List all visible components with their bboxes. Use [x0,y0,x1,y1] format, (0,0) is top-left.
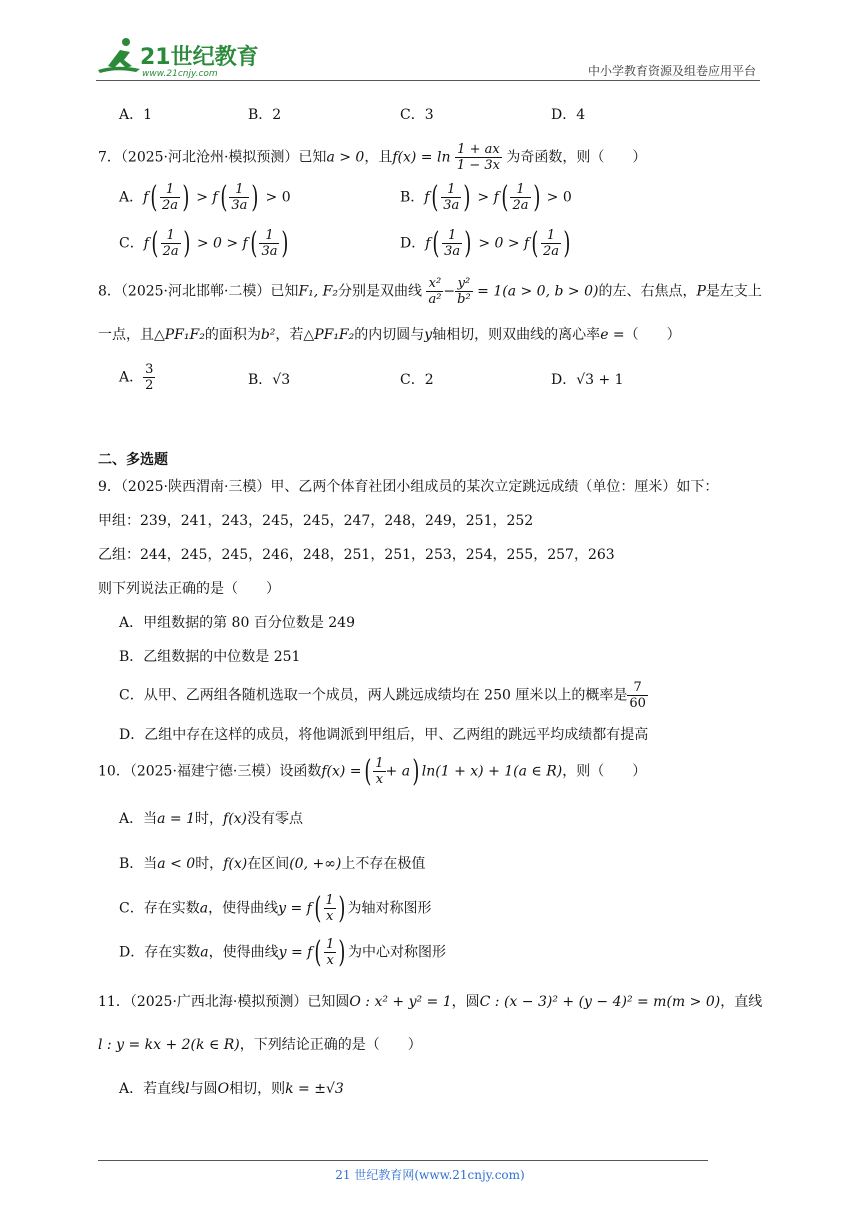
footer-link[interactable]: 21 世纪教育网(www.21cnjy.com) [335,1168,525,1182]
q8-option-d: D．√3 + 1 [551,372,624,388]
site-tagline: 中小学教育资源及组卷应用平台 [587,64,756,78]
svg-text:www.21cnjy.com: www.21cnjy.com [142,69,218,79]
q9-option-b: B．乙组数据的中位数是 251 [119,649,301,665]
q10-option-a: A．当a = 1时，f(x)没有零点 [119,811,304,827]
footer-divider [98,1160,708,1161]
q8-option-a: A． $\frac{3}{2}$ [119,362,154,393]
q9-stem: 9．（2025·陕西渭南·三模）甲、乙两个体育社团小组成员的某次立定跳远成绩（单位：厘米）如下： [98,479,719,495]
q7-option-b: B．f( $\frac{1}{3a}$ ) > f( $\frac{1}{2a}$ ) > 0 [400,179,572,215]
q8-option-b: B．√3 [248,372,291,388]
q9-option-d: D．乙组中存在这样的成员，将他调派到甲组后，甲、乙两组的跳远平均成绩都有提高 [119,727,649,743]
section-heading: 二、多选题 [98,452,168,468]
q9-ask: 则下列说法正确的是（ ） [98,581,280,597]
q9-group-a: 甲组：239，241，243，245，245，247，248，249，251，252 [98,513,534,529]
q11-option-a: A．若直线l与圆O相切，则k = ±√3 [119,1081,344,1097]
q7-option-a: A．f( $\frac{1}{2a}$ ) > f( $\frac{1}{3a}$ ) > 0 [119,179,291,215]
q10-option-c: C．存在实数a，使得曲线y = f( $\frac{1}{x}$ ) 为轴对称图形 [119,890,432,926]
q7-fraction: $\frac{1 + ax}{1 - 3x}$ [456,142,500,173]
q7-stem: 7．（2025·河北沧州·模拟预测）已知a > 0，且f(x) = ln $\frac{1 + ax}{1 - 3x}$ 为奇函数，则（ ） [98,142,647,173]
q9-option-a: A．甲组数据的第 80 百分位数是 249 [119,615,355,631]
q6-option-d: D．4 [551,107,586,123]
q10-option-b: B．当a < 0时，f(x)在区间(0, +∞)上不存在极值 [119,856,426,872]
q10-stem: 10．（2025·福建宁德·三模）设函数f(x) =( $\frac{1}{x}$ + a) ln(1 + x) + 1(a ∈ R)，则（ ） [98,753,647,789]
site-logo [96,36,261,80]
q8-option-c: C．2 [400,372,434,388]
q9-group-b: 乙组：244，245，245，246，248，251，251，253，254，255，257，263 [98,547,615,563]
q10-option-d: D．存在实数a，使得曲线y = f( $\frac{1}{x}$ ) 为中心对称图形 [119,934,447,970]
q8-stem-line1: 8．（2025·河北邯郸·二模）已知F₁, F₂分别是双曲线 $\frac{\text{x²}}{\text{a²}}$ − $\frac{\text{y²}}{\text{b²}}$ = 1(a > 0, b > 0)的左、右焦点，P是左支上 [98,276,762,307]
svg-text:21世纪教育: 21世纪教育 [140,45,259,70]
q6-option-c: C．3 [400,107,434,123]
q6-option-b: B．2 [248,107,282,123]
q8-stem-line2: 一点，且△PF₁F₂的面积为b²，若△PF₁F₂的内切圆与y轴相切，则双曲线的离心率e =（ ） [98,327,681,343]
q7-option-c: C．f( $\frac{1}{2a}$ ) > 0 > f( $\frac{1}{3a}$ ) [119,225,289,261]
header-divider [96,80,760,81]
q9-option-c: C．从甲、乙两组各随机选取一个成员，两人跳远成绩均在 250 厘米以上的概率是 $\frac{7}{60}$ [119,680,646,711]
q7-option-d: D．f( $\frac{1}{3a}$ ) > 0 > f( $\frac{1}{2a}$ ) [400,225,571,261]
q11-stem-line2: l : y = kx + 2(k ∈ R)，下列结论正确的是（ ） [98,1037,422,1053]
q6-option-a: A．1 [119,107,153,123]
q11-stem-line1: 11．（2025·广西北海·模拟预测）已知圆O : x² + y² = 1，圆C : (x − 3)² + (y − 4)² = m(m > 0)，直线 [98,994,763,1010]
